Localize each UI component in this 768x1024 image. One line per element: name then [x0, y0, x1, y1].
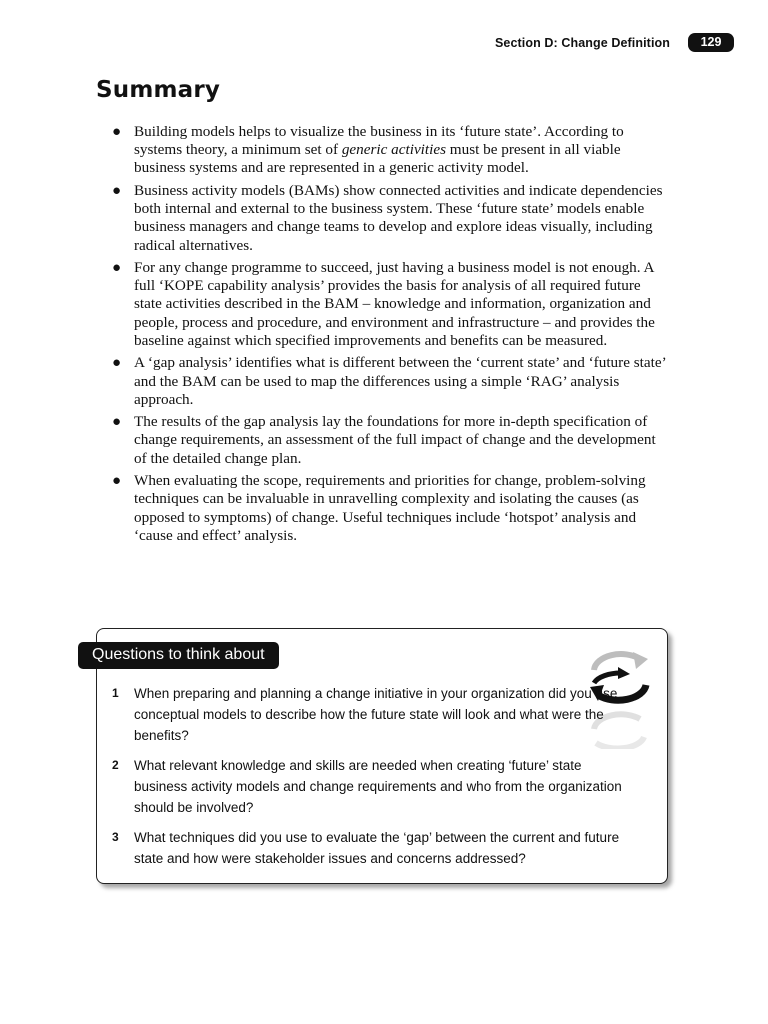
bullet-icon: ●: [112, 182, 122, 199]
page-header: [495, 33, 734, 52]
bullet-icon: ●: [112, 473, 122, 490]
bullet-icon: ●: [112, 414, 122, 431]
bullet-emphasis: generic activities: [341, 141, 446, 159]
summary-bullet: [112, 413, 672, 468]
summary-bullet: [112, 182, 672, 255]
bullet-text: When evaluating the scope, requirements and priorities for change, problem-solving techniques can be invaluable in unravelling complexity and isolating the causes (as opposed to symptoms) of change. Useful techniques include ‘hotspot’ analysis and ‘cause and effect’ analysis.: [134, 472, 646, 544]
question-item: [112, 683, 632, 746]
bullet-text: Building models helps to visualize the business in its ‘future state’. According to systems theory, a minimum set of: [134, 123, 624, 159]
question-text: What relevant knowledge and skills are needed when creating ‘future’ state business activity models and change requirements and who from the organization should be involved?: [134, 758, 622, 815]
bullet-icon: ●: [112, 124, 122, 140]
question-text: When preparing and planning a change initiative in your organization did you use conceptual models to describe how the future state will look and what were the benefits?: [134, 686, 618, 743]
summary-heading: Summary: [96, 77, 221, 103]
summary-bullet: [112, 354, 672, 409]
questions-list: [112, 683, 632, 878]
bullet-text: Business activity models (BAMs) show connected activities and indicate dependencies both internal and external to the business system. These ‘future state’ models enable business managers and change teams to develop and explore ideas visually, including radical alternatives.: [134, 181, 663, 254]
summary-list: [112, 123, 672, 549]
question-item: [112, 827, 632, 869]
page-number: 129: [688, 33, 734, 52]
question-number: 1: [112, 686, 119, 700]
bullet-icon: ●: [112, 260, 122, 277]
summary-bullet: [112, 472, 672, 545]
summary-bullet: [112, 259, 672, 350]
question-item: [112, 755, 632, 818]
section-title: Section D: Change Definition: [494, 35, 670, 50]
bullet-text: The results of the gap analysis lay the foundations for more in-depth specification of change requirements, an assessment of the full impact of change and the development of the detailed change plan.: [134, 413, 656, 467]
bullet-text: must be present in all viable business systems and are represented in a generic activity model.: [134, 141, 621, 177]
question-number: 3: [112, 830, 119, 844]
bullet-text: A ‘gap analysis’ identifies what is different between the ‘current state’ and ‘future state’ and the BAM can be used to map the differences using a simple ‘RAG’ analysis approach.: [134, 354, 666, 408]
bullet-text: For any change programme to succeed, just having a business model is not enough. A full ‘KOPE capability analysis’ provides the basis for analysis of all required future state activities described in the BAM – knowledge and information, organization and people, process and procedure, and environment and infrastructure – and provides the baseline against which specified improvements and benefits can be measured.: [134, 259, 655, 349]
bullet-icon: ●: [112, 355, 122, 372]
question-text: What techniques did you use to evaluate the ‘gap’ between the current and future state and how were stakeholder issues and concerns addressed?: [134, 830, 620, 866]
summary-bullet: [112, 123, 672, 178]
question-number: 2: [112, 758, 119, 772]
questions-title: Questions to think about: [78, 642, 279, 669]
